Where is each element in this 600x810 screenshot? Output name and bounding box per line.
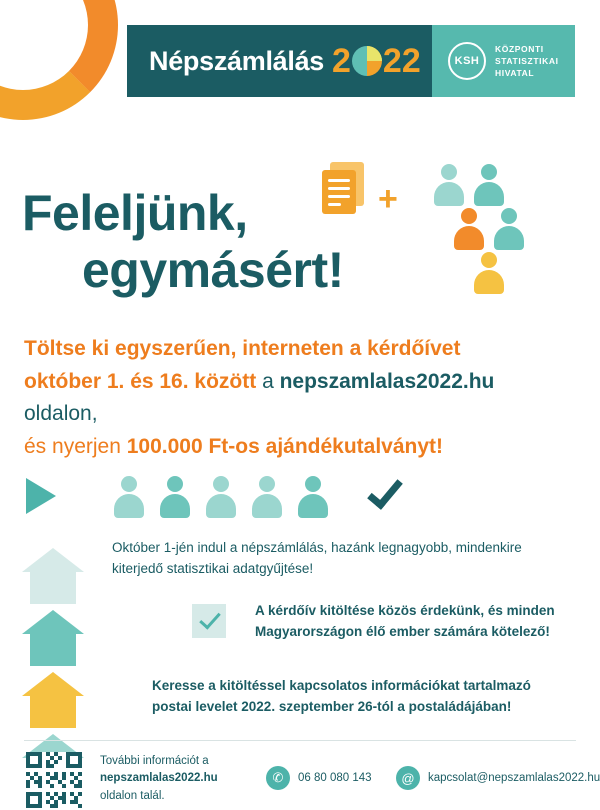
brand-title: Népszámlálás bbox=[149, 45, 324, 76]
qr-code[interactable] bbox=[26, 752, 82, 808]
org-line-3: HIVATAL bbox=[495, 68, 535, 79]
play-triangle-icon bbox=[26, 478, 56, 514]
check-mark-icon bbox=[367, 472, 403, 510]
email-address: kapcsolat@nepszamlalas2022.hu bbox=[428, 772, 600, 784]
lead-website-link[interactable]: nepszamlalas2022.hu bbox=[279, 369, 495, 393]
footer-more-info bbox=[100, 753, 250, 805]
info-block-start-date: Október 1-jén indul a népszámlálás, hazánk legnagyobb, mindenkire kiterjedő statisztikai adatgyűjtése! bbox=[112, 540, 522, 576]
phone-icon: ✆ bbox=[266, 766, 290, 790]
headline-line-2: egymásért! bbox=[82, 242, 344, 298]
year-zero-circle-icon bbox=[352, 46, 382, 76]
footer-info-line-1: További információt a bbox=[100, 755, 209, 767]
year-logo-2022 bbox=[332, 44, 421, 78]
org-line-2: STATISZTIKAI bbox=[495, 55, 559, 66]
info-block-obligation: A kérdőív kitöltése közös érdekünk, és minden Magyarországon élő ember számára kötelező! bbox=[255, 603, 555, 639]
person-icon-4 bbox=[494, 208, 524, 250]
lead-date-range: október 1. és 16. között bbox=[24, 369, 257, 393]
house-icon-2 bbox=[22, 610, 84, 666]
phone-number: 06 80 080 143 bbox=[298, 772, 372, 784]
header-organization bbox=[432, 25, 575, 97]
footer-website-link[interactable]: nepszamlalas2022.hu bbox=[100, 772, 218, 785]
row-person-5 bbox=[298, 476, 328, 518]
lead-prize-amount: 100.000 Ft-os ajándékutalványt! bbox=[126, 434, 444, 458]
icon-row bbox=[26, 470, 446, 525]
at-sign-icon: @ bbox=[396, 766, 420, 790]
header-bar bbox=[127, 25, 575, 97]
year-digits-last: 22 bbox=[382, 42, 421, 80]
lead-line-2 bbox=[24, 366, 564, 431]
plus-icon: + bbox=[378, 180, 398, 218]
lead-connector: a bbox=[256, 369, 280, 393]
contact-email[interactable] bbox=[396, 766, 600, 790]
lead-line-3 bbox=[24, 431, 564, 464]
org-line-1: KÖZPONTI bbox=[495, 43, 544, 54]
contact-phone[interactable] bbox=[266, 766, 372, 790]
footer-info-line-3: oldalon talál. bbox=[100, 789, 165, 802]
row-person-4 bbox=[252, 476, 282, 518]
checkbox-icon bbox=[192, 604, 226, 638]
footer-divider bbox=[24, 740, 576, 741]
decorative-arc bbox=[0, 0, 140, 140]
row-person-2 bbox=[160, 476, 190, 518]
lead-prize-prefix: és nyerjen bbox=[24, 434, 127, 458]
house-icon-1 bbox=[22, 548, 84, 604]
row-person-3 bbox=[206, 476, 236, 518]
row-person-1 bbox=[114, 476, 144, 518]
ksh-logo-icon: KSH bbox=[448, 42, 486, 80]
lead-paragraph bbox=[24, 333, 564, 463]
headline-line-1: Feleljünk, bbox=[22, 185, 248, 241]
info-block-mail: Keresse a kitöltéssel kapcsolatos információkat tartalmazó postai levelet 2022. szeptember 26-tól a postaládájában! bbox=[152, 678, 531, 714]
organization-name bbox=[495, 43, 559, 80]
year-digit-first: 2 bbox=[332, 42, 351, 80]
lead-line2-tail: oldalon, bbox=[24, 402, 98, 426]
poster-headline bbox=[22, 185, 492, 299]
house-icon-3 bbox=[22, 672, 84, 728]
header-brand bbox=[127, 25, 432, 97]
lead-line-1: Töltse ki egyszerűen, interneten a kérdőívet bbox=[24, 337, 461, 360]
